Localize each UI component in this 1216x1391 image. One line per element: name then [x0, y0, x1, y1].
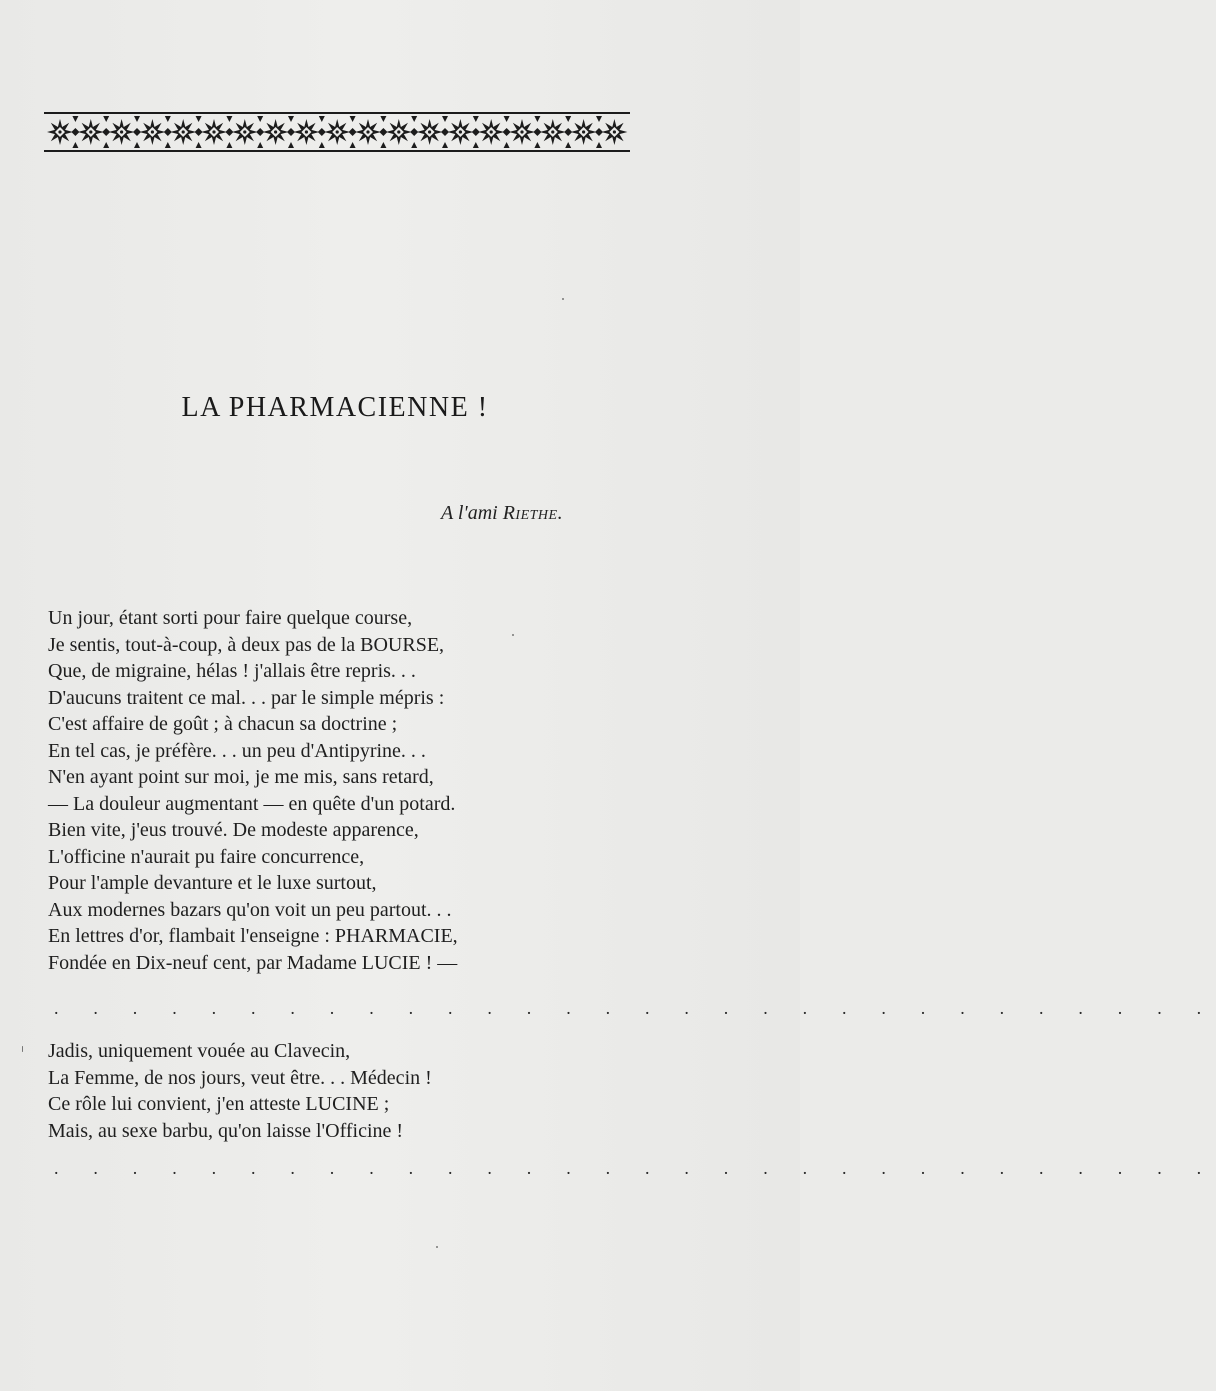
stanza-2 — [48, 1038, 432, 1144]
verse-line: D'aucuns traitent ce mal. . . par le simple mépris : — [48, 686, 445, 709]
dotted-separator: . . . . . . . . . . . . . . . . . . . . . . . . . . . . . . — [54, 1158, 1216, 1178]
paper-speck — [512, 634, 514, 636]
paper-speck — [562, 298, 564, 300]
verse-line: Fondée en Dix-neuf cent, par Madame LUCIE ! — — [48, 951, 458, 974]
verse-line: Mais, au sexe barbu, qu'on laisse l'Officine ! — [48, 1119, 404, 1142]
verse-line: N'en ayant point sur moi, je me mis, sans retard, — [48, 766, 434, 788]
verse-line: Un jour, étant sorti pour faire quelque course, — [48, 607, 413, 629]
verse-line: Je sentis, tout-à-coup, à deux pas de la BOURSE, — [48, 633, 445, 656]
verse-line: Ce rôle lui convient, j'en atteste LUCINE ; — [48, 1093, 390, 1115]
poem-dedication — [441, 502, 563, 525]
verse-line: Aux modernes bazars qu'on voit un peu partout. . . — [48, 898, 452, 921]
dotted-separator: . . . . . . . . . . . . . . . . . . . . . . . . . . . . . . — [54, 998, 1216, 1018]
dedication-name: Riethe. — [502, 502, 564, 524]
verse-line: — La douleur augmentant — en quête d'un potard. — [48, 792, 456, 815]
verse-line: En lettres d'or, flambait l'enseigne : PHARMACIE, — [48, 925, 458, 947]
poem-title: LA PHARMACIENNE ! — [181, 392, 489, 423]
dedication-prefix: A l'ami — [441, 502, 503, 524]
verse-line: Pour l'ample devanture et le luxe surtout, — [48, 872, 377, 894]
star-rosette-band-icon — [44, 112, 630, 152]
ornamental-header-band — [44, 112, 630, 152]
verse-line: Bien vite, j'eus trouvé. De modeste apparence, — [48, 819, 419, 841]
verse-line: Que, de migraine, hélas ! j'allais être repris. . . — [48, 660, 416, 682]
verse-line: Jadis, uniquement vouée au Clavecin, — [48, 1040, 351, 1062]
verse-line: La Femme, de nos jours, veut être. . . Médecin ! — [48, 1066, 432, 1089]
stanza-1 — [48, 605, 458, 976]
paper-speck — [436, 1246, 438, 1248]
paper-speck — [22, 1046, 23, 1052]
verse-line: L'officine n'aurait pu faire concurrence, — [48, 845, 365, 868]
verse-line: C'est affaire de goût ; à chacun sa doctrine ; — [48, 713, 398, 735]
verse-line: En tel cas, je préfère. . . un peu d'Antipyrine. . . — [48, 739, 426, 762]
